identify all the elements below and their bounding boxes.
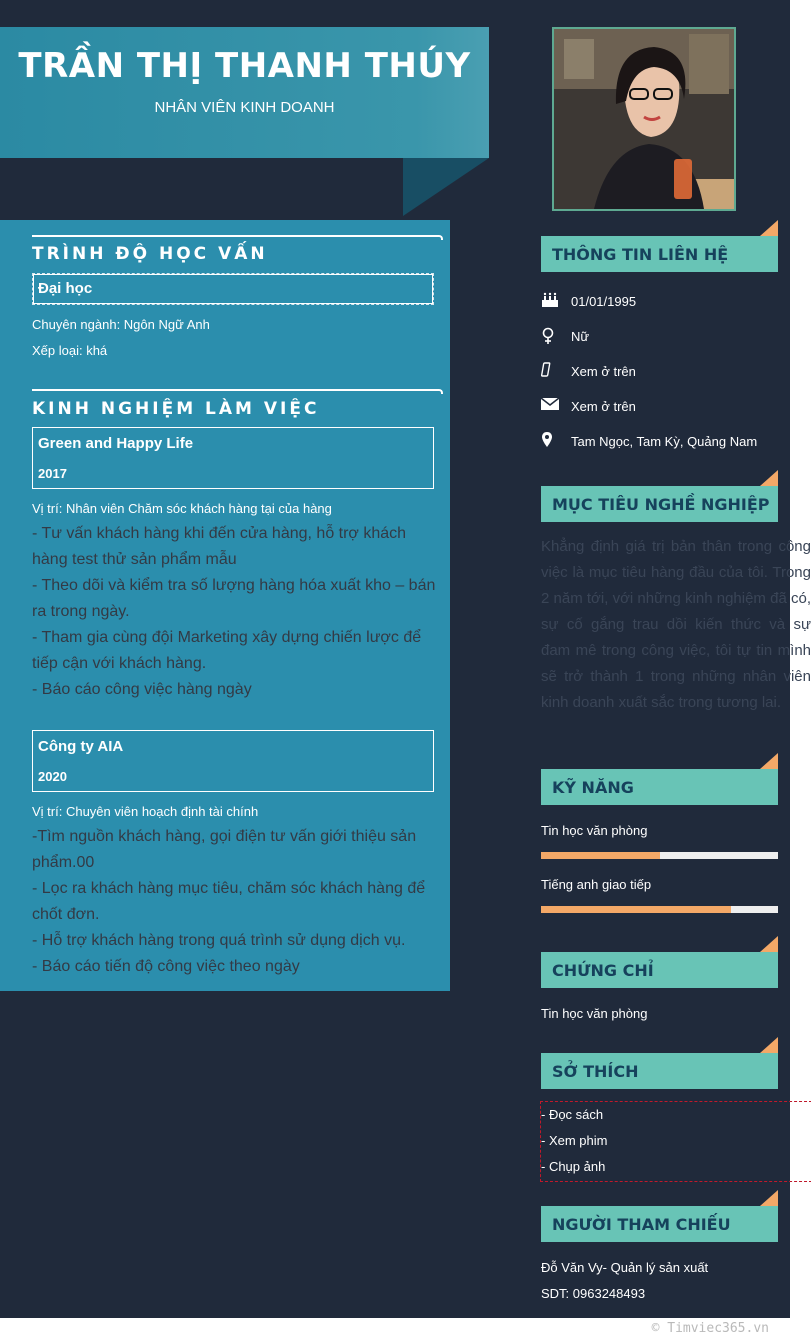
skill-bar: [541, 906, 778, 913]
job-description: - Tư vấn khách hàng khi đến cửa hàng, hỗ trợ khách hàng test thử sản phẩm mẫu - Theo dõi và kiểm tra số lượng hàng hóa xuất kho – bán ra trong ngày. - Tham gia cùng đội Marketing xây dựng chiến lược để tiếp cận với khách hàng. - Báo cáo công việc hàng ngày: [32, 525, 436, 698]
job-company: Green and Happy Life: [38, 435, 194, 452]
hobbies-title: SỞ THÍCH: [552, 1062, 639, 1081]
references-title: NGƯỜI THAM CHIẾU: [552, 1215, 731, 1234]
job-year: 2020: [38, 769, 67, 784]
objective-title: MỤC TIÊU NGHỀ NGHIỆP: [552, 495, 770, 514]
experience-title: KINH NGHIỆM LÀM VIỆC: [32, 399, 320, 419]
header-tab: [760, 470, 778, 486]
education-degree: Đại học: [38, 280, 93, 297]
education-major: Chuyên ngành: Ngôn Ngữ Anh: [32, 317, 210, 332]
skill-name: Tin học văn phòng: [541, 823, 648, 838]
certificates-header: [541, 952, 778, 988]
job-description: -Tìm nguồn khách hàng, gọi điện tư vấn giới thiệu sản phẩm.00 - Lọc ra khách hàng mục tiêu, chăm sóc khách hàng để chốt đơn. - Hỗ trợ khách hàng trong quá trình sử dụng dịch vụ. - Báo cáo tiến độ công việc theo ngày: [32, 828, 426, 975]
header-tab: [760, 1037, 778, 1053]
references-header: [541, 1206, 778, 1242]
education-degree-box: [32, 273, 434, 305]
contact-text: Xem ở trên: [571, 364, 636, 379]
job-header-box: [32, 730, 434, 792]
header-banner: [0, 27, 489, 158]
job-title: NHÂN VIÊN KINH DOANH: [154, 99, 335, 116]
certificates-title: CHỨNG CHỈ: [552, 961, 654, 980]
job-position: Vị trí: Nhân viên Chăm sóc khách hàng tại của hàng: [32, 501, 332, 516]
hobby-item: - Chụp ảnh: [541, 1159, 606, 1174]
certificate-item: Tin học văn phòng: [541, 1006, 648, 1021]
contact-title: THÔNG TIN LIÊN HỆ: [552, 245, 729, 264]
skill-bar-fill: [541, 852, 660, 859]
envelope-icon: [541, 397, 561, 415]
avatar-photo: [554, 29, 734, 209]
header-tab: [760, 1190, 778, 1206]
job-company: Công ty AIA: [38, 738, 124, 755]
contact-text: Tam Ngọc, Tam Kỳ, Quảng Nam: [571, 434, 758, 449]
phone-icon: [541, 362, 561, 382]
header-tab: [760, 220, 778, 236]
skills-title: KỸ NĂNG: [552, 778, 634, 797]
banner-fold: [403, 158, 489, 216]
objective-text: Khẳng định giá trị bản thân trong công việc là mục tiêu hàng đầu của tôi. Trong 2 năm tới, với những kinh nghiệm đã có, sự cố gắng trau dồi kiến thức và sự đam mê trong công việc, tôi tự tin mình sẽ trở thành 1 trong những nhân viên kinh doanh xuất sắc trong tương lai.: [541, 538, 811, 711]
job-header-box: [32, 427, 434, 489]
job-year: 2017: [38, 466, 67, 481]
education-grade: Xếp loại: khá: [32, 343, 108, 358]
experience-divider: [32, 389, 443, 394]
education-divider: [32, 235, 443, 240]
header-tab: [760, 753, 778, 769]
contact-text: Nữ: [571, 329, 590, 344]
hobby-item: - Đọc sách: [541, 1107, 604, 1122]
contact-header: [541, 236, 778, 272]
avatar: [552, 27, 736, 211]
candidate-name: TRẦN THỊ THANH THÚY: [18, 46, 471, 86]
education-title: TRÌNH ĐỘ HỌC VẤN: [32, 244, 268, 264]
skills-header: [541, 769, 778, 805]
contact-text: 01/01/1995: [571, 294, 637, 309]
objective-header: [541, 486, 778, 522]
cake-icon: [541, 292, 561, 312]
reference-phone: SDT: 0963248493: [541, 1286, 646, 1301]
watermark: © Timviec365.vn: [651, 1321, 769, 1336]
female-icon: [541, 327, 561, 349]
header-tab: [760, 936, 778, 952]
hobbies-header: [541, 1053, 778, 1089]
reference-name: Đỗ Văn Vy- Quản lý sản xuất: [541, 1260, 709, 1275]
left-column: [0, 220, 450, 991]
skill-name: Tiếng anh giao tiếp: [541, 877, 652, 892]
map-marker-icon: [541, 432, 561, 452]
hobby-item: - Xem phim: [541, 1133, 608, 1148]
job-position: Vị trí: Chuyên viên hoạch định tài chính: [32, 804, 259, 819]
skill-bar-fill: [541, 906, 731, 913]
contact-text: Xem ở trên: [571, 399, 636, 414]
skill-bar: [541, 852, 778, 859]
